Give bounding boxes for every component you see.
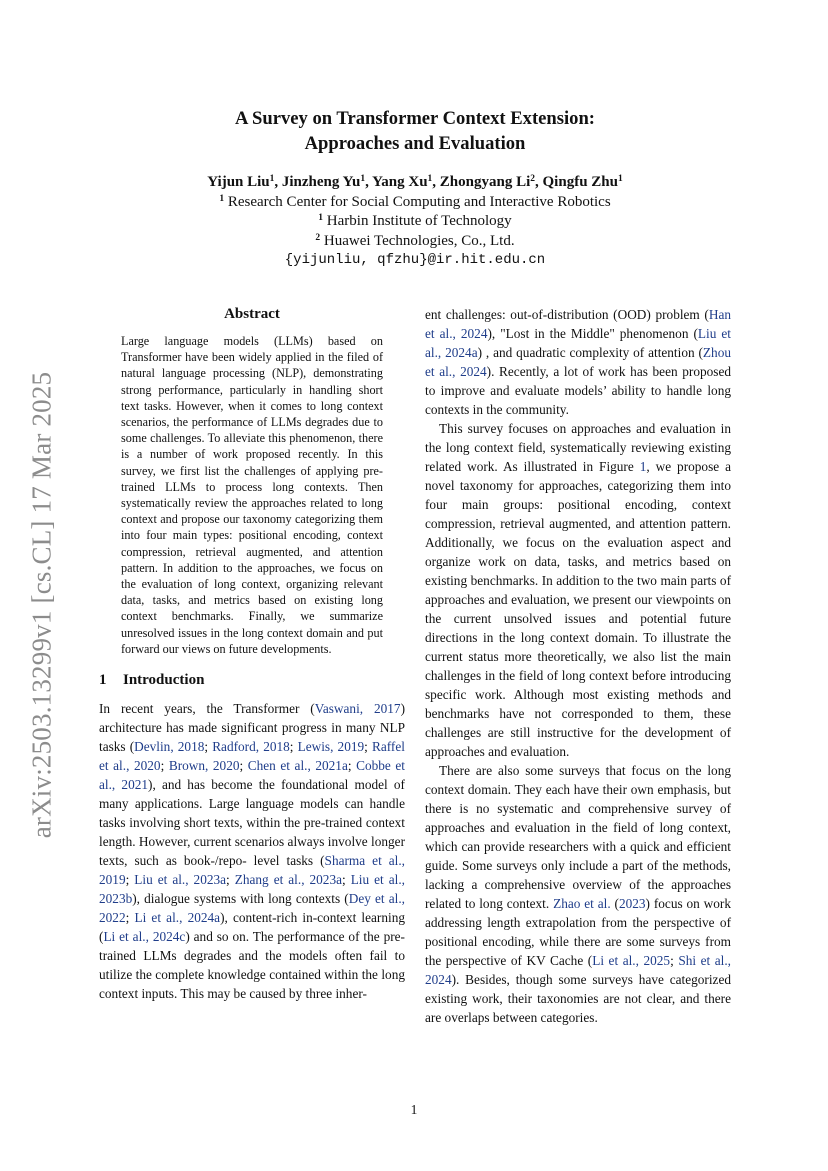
affiliation-line: $^2$ Huawei Technologies, Co., Ltd. [315,232,515,249]
paragraph-text: ) , and quadratic complexity of attention ( [477,345,703,360]
left-column [99,305,405,1003]
citation-link[interactable]: Chen et al., 2021a [247,758,348,774]
citation-link[interactable]: 2023 [618,896,646,911]
citation-link[interactable]: Li et al., 2024c [103,929,186,945]
citation-link[interactable]: Sharma et al., 2019 [99,853,406,888]
abstract-text: Large language models (LLMs) based on Transformer have been widely applied in the filed of natural language processing (NLP), demonstrating strong performance, particularly in handling short text tasks. However, when it comes to long context scenarios, the performance of LLMs degrades due to some challenges. To alleviate this phenomenon, there is a number of work proposed recently. In this survey, we first list the challenges of applying pre-trained LLMs to process long contexts. Then systematically review the approaches related to long context and propose our taxonomy categorizing them into four main types: positional encoding, context compression, retrieval augmented, and attention pattern. In addition to the approaches, we focus on the evaluation of long context, organizing relevant data, tasks, and metrics based on existing long context benchmarks. Finally, we summarize unresolved issues in the long context domain and put forward our views on future developments. [121,334,383,656]
citation-link[interactable]: Zhao et al. [553,896,611,911]
paragraph-text: ; [239,758,248,774]
paragraph-text: ), dialogue systems with long contexts ( [132,891,349,907]
arxiv-identifier-stamp [22,360,62,850]
paragraph-text: ; [226,872,235,888]
author-affiliation-mark: 1 [360,174,366,184]
paragraph-text: ), content-rich in-context learning ( [99,910,405,945]
paragraph-text: There are also some surveys that focus on the long context domain. They each have their own emphasis, but there is no systematic and comprehensive survey of approaches and evaluation in the field of long context, which can provide researchers with a quick and efficient guide. Some surveys only include a part of the methods, lacking a comprehensive overview of the approaches related to long context. [425,763,731,911]
contact-email: {yijunliu, qfzhu}@ir.hit.edu.cn [284,252,546,268]
paragraph-text: ; [342,872,351,888]
author-affiliation-mark: 1 [427,174,433,184]
citation-link[interactable]: Devlin, 2018 [134,739,205,755]
paragraph-text: ; [347,758,357,774]
page-number: 1 [410,1102,418,1117]
citation-link[interactable]: Brown, 2020 [168,758,240,774]
author-name: Yang Xu [372,174,428,190]
section-heading-introduction [99,671,405,689]
paragraph-text: ). Besides, though some surveys have categorized existing work, their taxonomies are not clear, and there are overlaps between categories. [425,972,731,1025]
author-block [100,173,730,271]
paragraph-text: ; [670,953,679,968]
paragraph-text: ; [160,758,169,774]
paper-title [100,106,730,156]
paragraph-text: ). Recently, a lot of work has been proposed to improve and evaluate models’ ability to handle long contexts in the community. [425,364,731,417]
paper-title-line-2: Approaches and Evaluation [304,133,526,154]
paragraph-text: ), and has become the foundational model of many applications. Large language models can handle tasks involving short texts, within the pre-trained context length. However, current scenarios always involve longer texts, such as book-/repo- level tasks ( [99,777,405,869]
section-number: 1 [99,672,107,689]
paragraph-text: , we propose a novel taxonomy for approaches, categorizing them into four main groups: positional encoding, context compression, retrieval augmented, and attention pattern. Additionally, we focus on the evaluation aspect and organize work on data, tasks, and metrics based on existing benchmarks. In addition to the two main parts of approaches and evaluation, we present our viewpoints on the current unsolved issues and potential future directions in the long context domain. To illustrate the current status more theoretically, we also list the main challenges in the field of long context before introducing specific work. Although most existing methods and benchmarks have not corresponded to them, these challenges are still instructive for the development of approaches and evaluation. [425,459,731,759]
paragraph-text: ; [125,872,135,888]
paragraph-text: ( [610,896,619,911]
paragraph-text: ent challenges: out-of-distribution (OOD) problem ( [425,307,709,322]
citation-link[interactable]: Radford, 2018 [212,739,290,755]
section-title: Introduction [123,672,205,689]
abstract-heading: Abstract [224,306,280,322]
citation-link[interactable]: Shi et al., 2024 [425,953,732,987]
author-affiliation-mark: 1 [269,174,275,184]
author-affiliation-mark: 1 [617,174,623,184]
author-list: Yijun Liu$^1$, Jinzheng Yu$^1$, Yang Xu$^1$, Zhongyang Li$^2$, Qingfu Zhu$^1$ [207,174,623,190]
author-name: Jinzheng Yu [281,174,361,190]
citation-link[interactable]: Lewis, 2019 [297,739,365,755]
paragraph-text: ; [125,910,135,926]
citation-link[interactable]: Raffel et al., 2020 [99,739,405,774]
paragraph-text: ) architecture has made significant progress in many NLP tasks ( [99,701,405,755]
paragraph-text: ), "Lost in the Middle" phenomenon ( [487,326,698,341]
paragraph-text: ) and so on. The performance of the pre-trained LLMs degrades and the models often fail to utilize the complete knowledge contained within the long context inputs. This may be caused by three inher- [99,929,405,1002]
author-affiliation-mark: 2 [530,174,536,184]
citation-link[interactable]: Liu et al., 2023b [99,872,405,907]
paper-title-line-1: A Survey on Transformer Context Extension: [235,108,595,129]
paragraph-text: In recent years, the Transformer ( [99,701,315,717]
intro-paragraph-3 [425,761,731,1027]
intro-paragraph-1-continued [425,305,731,419]
intro-paragraph-2 [425,419,731,761]
citation-link[interactable]: 1 [639,459,647,474]
intro-paragraph-1 [99,699,405,1003]
citation-link[interactable]: Zhou et al., 2024 [425,345,731,379]
paragraph-text: ; [289,739,298,755]
paragraph-text: ; [204,739,213,755]
citation-link[interactable]: Dey et al., 2022 [99,891,405,926]
author-name: Zhongyang Li [439,174,531,190]
author-name: Qingfu Zhu [542,174,618,190]
citation-link[interactable]: Han et al., 2024 [425,307,731,341]
affiliation-line: $^1$ Research Center for Social Computing and Interactive Robotics [219,193,611,210]
citation-link[interactable]: Vaswani, 2017 [314,701,401,717]
paragraph-text: ; [364,739,372,755]
citation-link[interactable]: Li et al., 2025 [592,953,671,968]
right-column [425,305,731,1027]
citation-link[interactable]: Zhang et al., 2023a [234,872,342,888]
citation-link[interactable]: Liu et al., 2023a [134,872,227,888]
paragraph-text: This survey focuses on approaches and evaluation in the long context field, systematically reviewing existing related work. As illustrated in Figure [425,421,731,474]
citation-link[interactable]: Liu et al., 2024a [425,326,731,360]
affiliation-line: $^1$ Harbin Institute of Technology [318,213,512,229]
citation-link[interactable]: Cobbe et al., 2021 [99,758,405,793]
paragraph-text: ) focus on work addressing length extrapolation from the perspective of positional encoding, while there are some surveys from the perspective of KV Cache ( [425,896,731,968]
author-name: Yijun Liu [207,174,270,190]
arxiv-identifier-text: arXiv:2503.13299v1 [cs.CL] 17 Mar 2025 [26,371,57,839]
citation-link[interactable]: Li et al., 2024a [134,910,221,926]
